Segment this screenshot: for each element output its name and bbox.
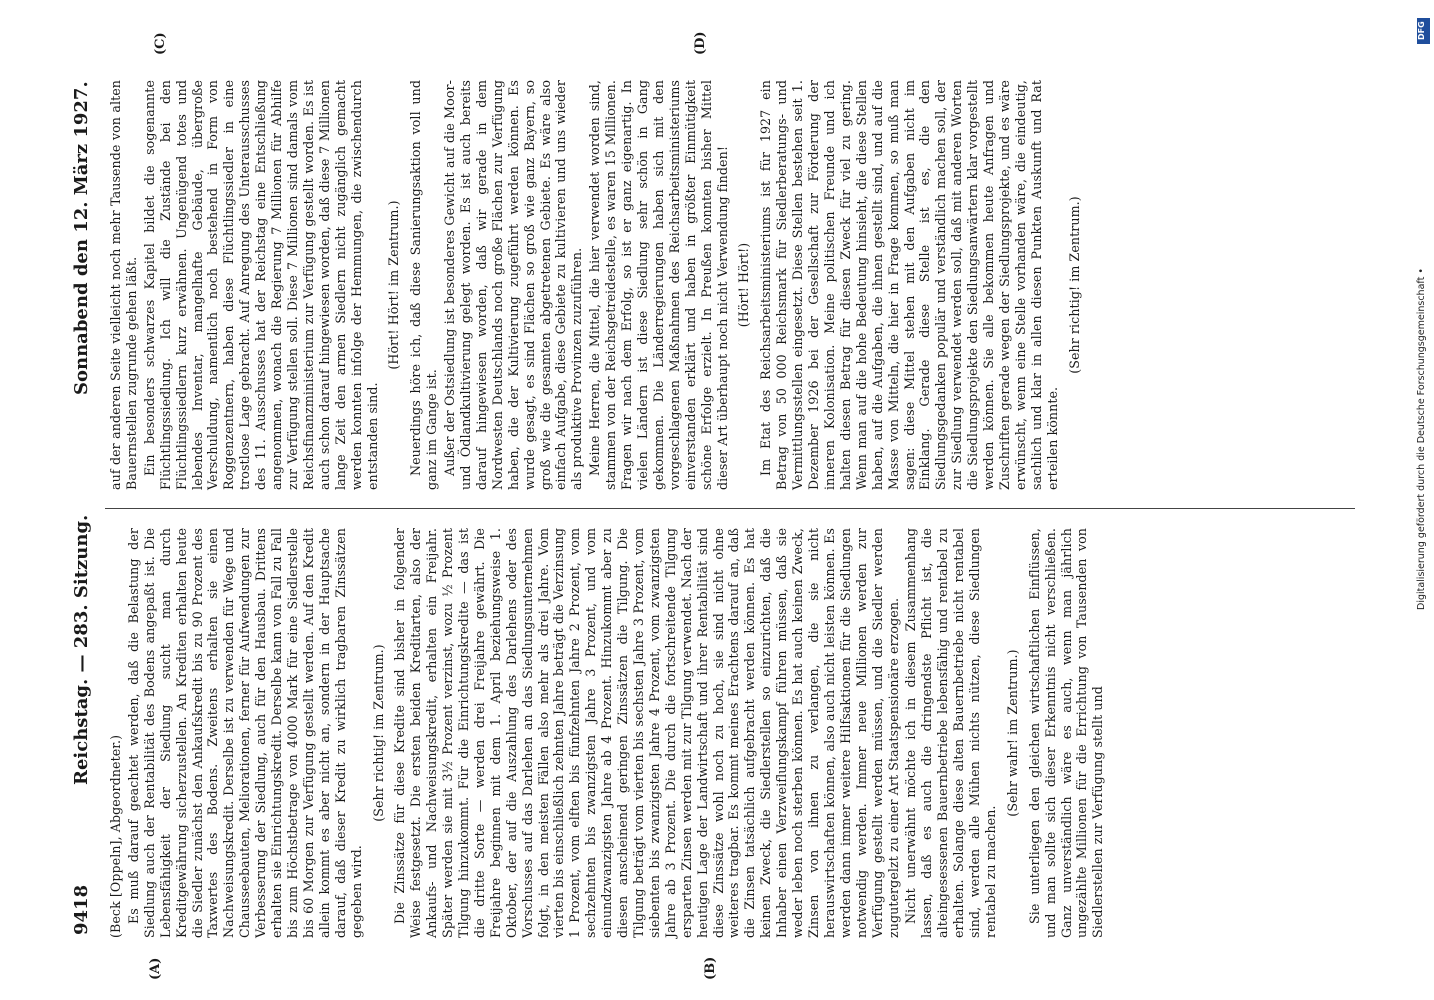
margin-marker-b: (B) bbox=[703, 956, 718, 980]
left-column-paragraph: (Beck [Oppeln], Abgeordneter.) bbox=[108, 734, 123, 938]
page-number: 9418 bbox=[71, 884, 92, 935]
left-column-paragraph: Die Zinssätze für diese Kredite sind bisher in folgender Weise festgesetzt. Die ersten beiden Kreditarten, also der Ankaufs- und Nachweisungskredit, erhalten ein Freijahr. Später werden sie mit 3½ Prozent verzinst, wozu ½ Prozent Tilgung hinzukommt. Für die Einrichtungskredite — das ist die dritte Sorte — werden drei Freijahre gewährt. Die Freijahre beginnen mit dem 1. April beziehungsweise 1. Oktober, der auf die Auszahlung des Darlehens oder des Vorschusses auf das Darlehen an das Siedlungsunternehmen folgt, in den meisten Fällen also mehr als drei Jahre. Vom vierten bis einschließlich zehnten Jahre beträgt die Verzinsung 1 Prozent, vom elften bis fünfzehnten Jahre 2 Prozent, vom sechzehnten bis zwanzigsten Jahre 3 Prozent, und vom einundzwanzigsten Jahre ab 4 Prozent. Hinzukommt aber zu diesen anscheinend geringen Zinssätzen die Tilgung. Die Tilgung beträgt vom vierten bis sechsten Jahre 3 Prozent, vom siebenten bis zwanzigsten Jahre 4 Prozent, vom zwanzigsten Jahre ab 3 Prozent. Die durch die fortschreitende Tilgung ersparten Zinsen werden mit zur Tilgung verwendet. Nach der heutigen Lage der Landwirtschaft und ihrer Rentabilität sind diese Zinssätze wohl noch zu hoch, sie sind nicht ohne weiteres tragbar. Es kommt meines Erachtens darauf an, daß die Zinsen tatsächlich aufgebracht werden können. Es hat keinen Zweck, die Siedlerstellen so einzurichten, daß die Inhaber einen Verzweiflungskampf führen müssen, daß sie weder leben noch sterben können. Es hat auch keinen Zweck, Zinsen von ihnen zu verlangen, die sie nicht herauswirtschaften können, also auch nicht leisten können. Es werden dann immer weitere Hilfsaktionen für die Siedlungen notwendig werden. Immer neue Millionen werden zur Verfügung gestellt werden müssen, und die Siedler werden zugutergelzt zu einer Art Staatspensionäre erzogen. bbox=[392, 528, 901, 938]
right-column-paragraph: auf der anderen Seite vielleicht noch mehr Tausende von alten Bauernstellen zugrunde gehen läßt. bbox=[108, 80, 139, 490]
right-column-paragraph: (Hört! Hört! im Zentrum.) bbox=[386, 200, 402, 370]
header-session-title: Reichstag. — 283. Sitzung. bbox=[71, 514, 92, 785]
digitization-credit bbox=[1416, 10, 1432, 990]
margin-marker-d: (D) bbox=[693, 31, 708, 55]
right-text-column bbox=[108, 80, 1088, 490]
right-column-paragraph: (Hört! Hört!) bbox=[736, 242, 752, 328]
header-date: Sonnabend den 12. März 1927. bbox=[71, 81, 92, 395]
digitization-credit-text: Digitalisierung gefördert durch die Deutsche Forschungsgemeinschaft • bbox=[1416, 268, 1427, 610]
left-column-paragraph: (Sehr richtig! im Zentrum.) bbox=[370, 644, 386, 822]
right-column-paragraph: Neuerdings höre ich, daß diese Sanierungsaktion voll und ganz im Gange ist. bbox=[408, 80, 440, 490]
right-column-paragraph: (Sehr richtig! im Zentrum.) bbox=[1066, 196, 1082, 374]
right-column-paragraph: Im Etat des Reichsarbeitsministeriums ist für 1927 ein Betrag von 50 000 Reichsmark für Siedlerberatungs- und Vermittlungsstellen eingesetzt. Diese Stellen bestehen seit 1. Dezember 1926 bei der Gesellschaft zur Förderung der inneren Kolonisation. Meine politischen Freunde und ich halten diesen Betrag für diesen Zweck für viel zu gering. Wenn man auf die hohe Bedeutung hinsieht, die diese Stellen haben, auf die Aufgaben, die ihnen gestellt sind, und auf die Masse von Mitteln, die hier in Frage kommen, so muß man sagen: diese Mittel stehen mit den Aufgaben nicht im Einklang. Gerade diese Stelle ist es, die den Siedlungsgedanken populär und verständlich machen soll, der zur Siedlung verwendet werden soll, daß mit anderen Worten die Siedlungsprojekte den Siedlungsanwärtern klar vorgestellt werden können. Sie alle bekommen heute Anfragen und Zuschriften gerade wegen der Siedlungsprojekte, und es wäre erwünscht, wenn eine Stelle vorhanden wäre, die eindeutig, sachlich und klar in allen diesen Punkten Auskunft und Rat erteilen könnte. bbox=[758, 80, 1060, 490]
rotated-document-page bbox=[53, 0, 1373, 1000]
dfg-logo: DFG bbox=[1417, 18, 1430, 44]
column-divider bbox=[105, 508, 1355, 509]
left-text-column bbox=[108, 528, 1108, 938]
left-column-paragraph: (Sehr wahr! im Zentrum.) bbox=[1004, 649, 1020, 817]
left-column-paragraph: Sie unterliegen den gleichen wirtschaftlichen Einflüssen, und man sollte sich dieser Erkenntnis nicht verschließen. Ganz unverständlich wäre es auch, wenn man jährlich ungezählte Millionen für die Errichtung von Tausenden von Siedlerstellen zur Verfügung stellt und bbox=[1026, 528, 1106, 938]
left-column-paragraph: Nicht unerwähnt möchte ich in diesem Zusammenhang lassen, daß es auch die dringendste Pflicht ist, die alteingesessenen Bauernbetriebe lebensfähig und rentabel zu erhalten. Solange diese alten Bauernbetriebe nicht rentabel sind, werden alle Mühen nichts nützen, diese Siedlungen rentabel zu machen. bbox=[903, 528, 998, 938]
margin-marker-a: (A) bbox=[148, 957, 163, 980]
margin-marker-c: (C) bbox=[153, 32, 168, 55]
right-column-paragraph: Meine Herren, die Mittel, die hier verwendet worden sind, stammen von der Reichsgetreidestelle, es waren 15 Millionen. Fragen wir nach dem Erfolg, so ist er ganz eigenartig. In vielen Ländern ist diese Siedlung sehr schön in Gang gekommen. Die Länderregierungen haben sich mit den vorgeschlagenen Maßnahmen des Reichsarbeitsministeriums einverstanden erklärt und haben in größter Einmütigkeit schöne Erfolge erzielt. In Preußen konnten bisher Mittel dieser Art überhaupt noch nicht Verwendung finden! bbox=[587, 80, 730, 490]
left-column-paragraph: Es muß darauf geachtet werden, daß die Belastung der Siedlung auch der Rentabilität des Bodens angepaßt ist. Die Lebensfähigkeit der Siedlung sucht man durch Kreditgewährung sicherzustellen. An Krediten erhalten heute die Siedler zunächst den Ankaufskredit bis zu 90 Prozent des Taxwertes des Bodens. Zweitens erhalten sie einen Nachweisungskredit. Derselbe ist zu verwenden für Wege und Chausseebauten, Meliorationen, ferner für Aufwendungen zur Verbesserung der Siedlung, auch für den Hausbau. Drittens erhalten sie Einrichtungskredit. Derselbe kann von Fall zu Fall bis zum Höchstbetrage von 4000 Mark für eine Siedlerstelle bis 60 Morgen zur Verfügung gestellt werden. Auf den Kredit allein kommt es aber nicht an, sondern in der Hauptsache darauf, daß dieser Kredit zu wirklich tragbaren Zinssätzen gegeben wird. bbox=[125, 528, 364, 938]
right-column-paragraph: Ein besonders schwarzes Kapitel bildet die sogenannte Flüchtlingssiedlung. Ich will die Zustände bei den Flüchtlingssiedlern kurz erwähnen. Ungenügend totes und lebendes Inventar, mangelhafte Gebäude, übergroße Verschuldung, namentlich noch bestehend in Form von Roggenzentnern, haben diese Flüchtlingssiedler in eine trostlose Lage gebracht. Auf Anregung des Unterausschusses des 11. Ausschusses hat der Reichstag eine Entschließung angenommen, wonach die Regierung 7 Millionen für Abhilfe zur Verfügung stellen soll. Diese 7 Millionen sind damals vom Reichsfinanzministerium zur Verfügung gestellt worden. Es ist auch schon darauf hingewiesen worden, daß diese 7 Millionen lange Zeit den armen Siedlern nicht zugänglich gemacht werden konnten infolge der Hemmungen, die zwischendurch entstanden sind. bbox=[141, 80, 380, 490]
right-column-paragraph: Außer der Ostsiedlung ist besonderes Gewicht auf die Moor- und Ödlandkultivierung gelegt worden. Es ist auch bereits darauf hingewiesen worden, daß wir gerade in dem Nordwesten Deutschlands noch große Flächen zur Verfügung haben, die der Kultivierung zugeführt werden können. Es wurde gesagt, es sind Flächen so groß wie ganz Bayern, so groß wie die gesamten abgetretenen Gebiete. Es wäre also einfach Aufgabe, diese Gebiete zu kultivieren und uns wieder als produktive Provinzen zuzuführen. bbox=[442, 80, 585, 490]
page-header bbox=[71, 55, 99, 935]
